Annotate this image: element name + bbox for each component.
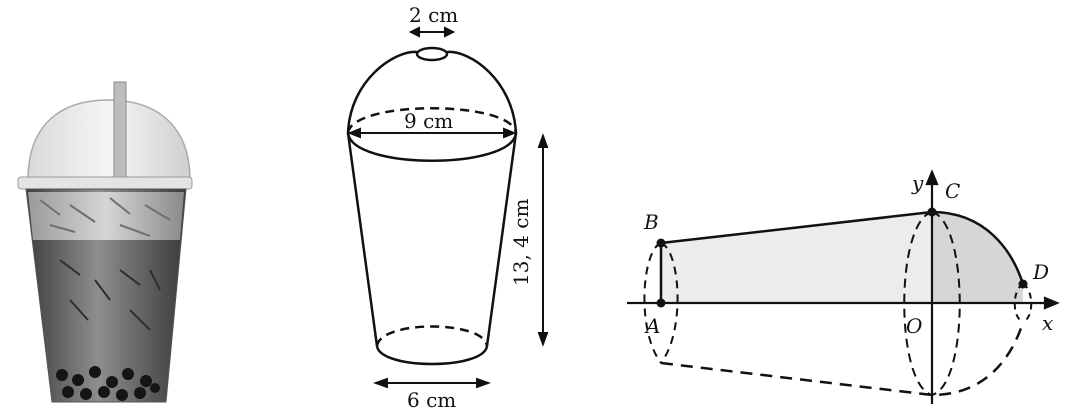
x-axis-label: x [1042,311,1054,335]
top-opening-ellipse [417,48,447,60]
y-axis-label: y [912,171,924,195]
point-d-dot [1019,280,1028,289]
height-label: 13, 4 cm [509,198,533,286]
top-opening-label: 2 cm [409,3,459,27]
origin-label: O [906,314,923,338]
point-d-label: D [1033,260,1050,284]
cup-diagram [348,48,516,364]
base-diameter-label: 6 cm [407,388,457,412]
base-front [377,346,487,364]
point-b-dot [657,239,666,248]
point-a-label: A [646,314,661,338]
bubble-tea-photo [18,82,192,402]
point-a-dot [657,299,666,308]
rim-front [348,133,516,161]
shaded-region-abco [661,212,932,303]
point-b-label: B [644,210,659,234]
point-c-dot [928,208,937,217]
point-c-label: C [945,179,961,203]
base-back-dashed [377,327,487,347]
rim-diameter-label: 9 cm [404,109,454,133]
